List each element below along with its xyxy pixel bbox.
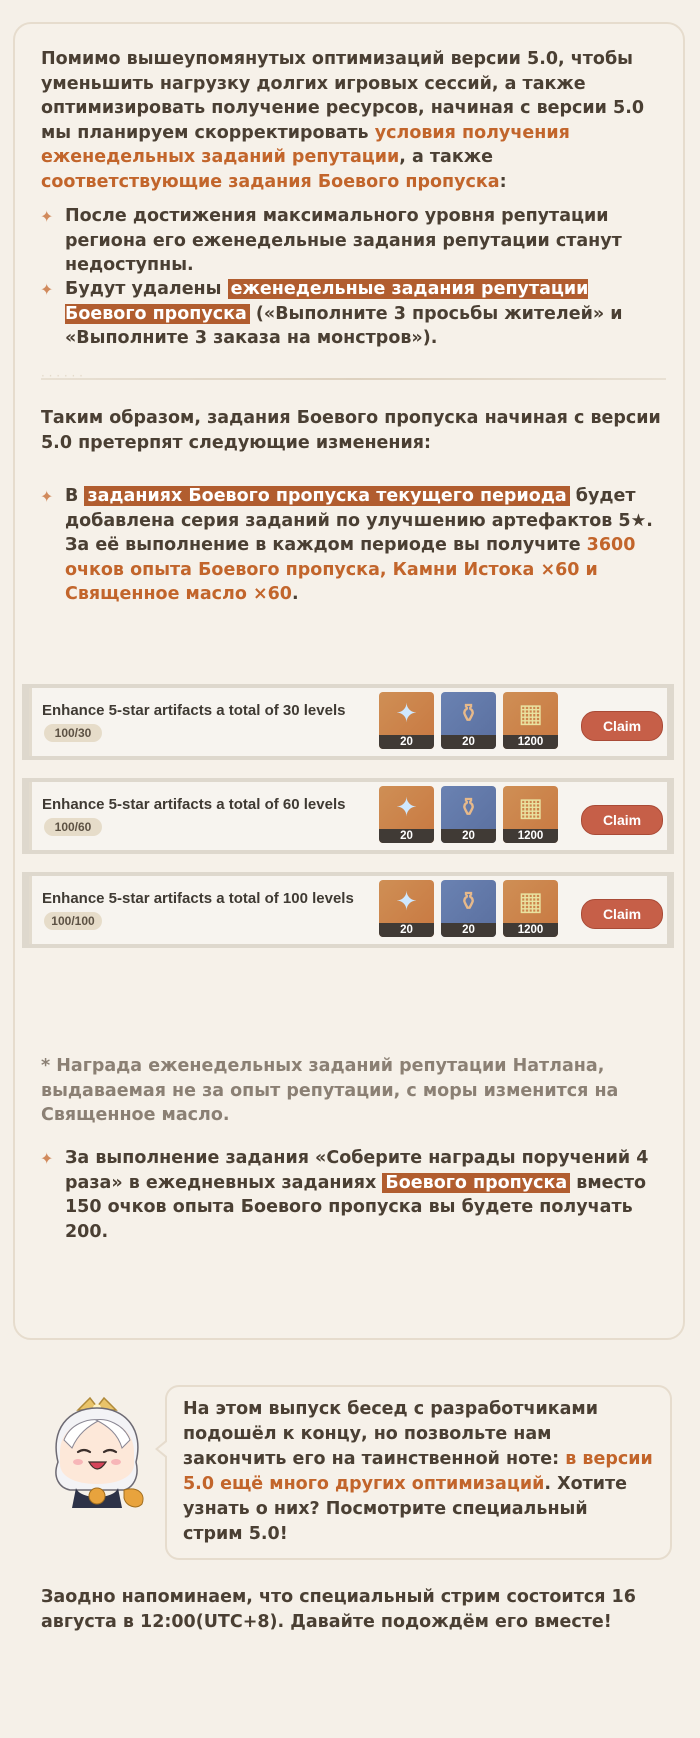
quest-title: Enhance 5-star artifacts a total of 60 levels: [42, 796, 346, 813]
bubble-text-part: . Хотите узнать о них? Посмотрите специальный стрим 5.0!: [183, 1474, 628, 1544]
potion-icon: ⚱: [457, 792, 480, 823]
reward-count: 1200: [503, 735, 558, 749]
quest-row: [22, 684, 674, 760]
quest-row: [22, 778, 674, 854]
claim-button[interactable]: Claim: [581, 711, 663, 741]
section2-intro: Таким образом, задания Боевого пропуска начиная с версии 5.0 претерпят следующие изменения:: [41, 408, 661, 453]
bullet-text: За выполнение задания «Соберите награды поручений 4 раза» в ежедневных заданиях: [65, 1148, 649, 1193]
intro-text-2: , а также: [399, 147, 494, 167]
bullet-text: будет добавлена серия заданий по улучшению артефактов 5★. За её выполнение в каждом периоде вы получите: [65, 486, 653, 555]
reward-sacred-oil[interactable]: [441, 786, 496, 843]
reward-count: 1200: [503, 829, 558, 843]
bullet-text: («Выполните 3 просьбы жителей» и «Выполните 3 заказа на монстров»).: [65, 303, 623, 348]
reward-count: 20: [441, 923, 496, 937]
reward-battle-pass-exp[interactable]: [503, 692, 558, 749]
claim-button[interactable]: Claim: [581, 805, 663, 835]
quest-progress: 100/100: [44, 912, 102, 930]
quest-title: Enhance 5-star artifacts a total of 100 levels: [42, 890, 354, 907]
reward-sacred-oil[interactable]: [441, 692, 496, 749]
intro-highlight-2: соответствующие задания Боевого пропуска: [41, 171, 500, 192]
reward-count: 20: [441, 735, 496, 749]
bullet-highlight: еженедельные задания репутации Боевого пропуска: [65, 279, 589, 324]
reward-count: 20: [379, 829, 434, 843]
bubble-text-part: На этом выпуск бесед с разработчиками подошёл к концу, но позвольте нам закончить его на таинственной ноте:: [183, 1399, 599, 1469]
bullet-daily-commissions: [65, 1146, 665, 1244]
reward-count: 1200: [503, 923, 558, 937]
bullet-text: Будут удалены: [65, 279, 228, 299]
reward-battle-pass-exp[interactable]: [503, 786, 558, 843]
battle-pass-exp-icon: ▦: [518, 886, 543, 917]
reward-count: 20: [379, 923, 434, 937]
speech-bubble: [165, 1385, 672, 1560]
section-divider: [41, 378, 666, 380]
reward-sacred-oil[interactable]: [441, 880, 496, 937]
bullet-max-reputation: После достижения максимального уровня репутации региона его еженедельные задания репутации станут недоступны.: [65, 206, 622, 275]
bubble-text: [183, 1397, 653, 1547]
reward-primogem[interactable]: [379, 880, 434, 937]
bullet-text: В: [65, 486, 85, 506]
quest-progress: 100/60: [44, 818, 102, 836]
primogem-icon: ✦: [395, 698, 418, 729]
reward-count: 20: [379, 735, 434, 749]
bullet-text: вместо 150 очков опыта Боевого пропуска вы будете получать 200.: [65, 1172, 647, 1242]
sparkle-bullet-icon: ✦: [40, 1149, 54, 1168]
sparkle-bullet-icon: ✦: [40, 207, 54, 226]
sparkle-bullet-icon: ✦: [40, 487, 54, 506]
reward-primogem[interactable]: [379, 692, 434, 749]
potion-icon: ⚱: [457, 698, 480, 729]
quest-panel: [29, 782, 667, 850]
intro-paragraph: [41, 47, 666, 194]
bullet-text: .: [291, 584, 299, 604]
quest-panel: [29, 688, 667, 756]
battle-pass-exp-icon: ▦: [518, 698, 543, 729]
bubble-orange-text: в версии 5.0 ещё много других оптимизаций: [183, 1449, 653, 1494]
intro-text: Помимо вышеупомянутых оптимизаций версии 5.0, чтобы уменьшить нагрузку долгих игровых сессий, а также оптимизировать получение ресурсов, начиная с версии 5.0 мы планируем скорректировать: [41, 49, 645, 143]
bullet-highlight: Боевого пропуска: [382, 1173, 570, 1193]
quest-row: [22, 872, 674, 948]
bullet-highlight: заданиях Боевого пропуска текущего периода: [84, 486, 569, 506]
paimon-avatar: [40, 1390, 155, 1515]
battle-pass-exp-icon: ▦: [518, 792, 543, 823]
reward-count: 20: [441, 829, 496, 843]
claim-button[interactable]: Claim: [581, 899, 663, 929]
bullet-new-quests: [65, 484, 665, 607]
reward-battle-pass-exp[interactable]: [503, 880, 558, 937]
footnote: * Награда еженедельных заданий репутации Натлана, выдаваемая не за опыт репутации, с моры изменится на Священное масло.: [41, 1056, 619, 1125]
quest-panel: [29, 876, 667, 944]
primogem-icon: ✦: [395, 792, 418, 823]
outro-paragraph: Заодно напоминаем, что специальный стрим состоится 16 августа в 12:00(UTC+8). Давайте подождём его вместе!: [41, 1587, 636, 1632]
intro-highlight-1: условия получения еженедельных заданий репутации: [41, 122, 570, 167]
bullet-removed-tasks: [65, 277, 665, 351]
primogem-icon: ✦: [395, 886, 418, 917]
quest-title: Enhance 5-star artifacts a total of 30 levels: [42, 702, 346, 719]
quest-progress: 100/30: [44, 724, 102, 742]
reward-primogem[interactable]: [379, 786, 434, 843]
bullet-orange: 3600 очков опыта Боевого пропуска, Камни Истока ×60 и Священное масло ×60: [65, 535, 636, 604]
intro-text-3: :: [499, 171, 507, 192]
potion-icon: ⚱: [457, 886, 480, 917]
sparkle-bullet-icon: ✦: [40, 280, 54, 299]
